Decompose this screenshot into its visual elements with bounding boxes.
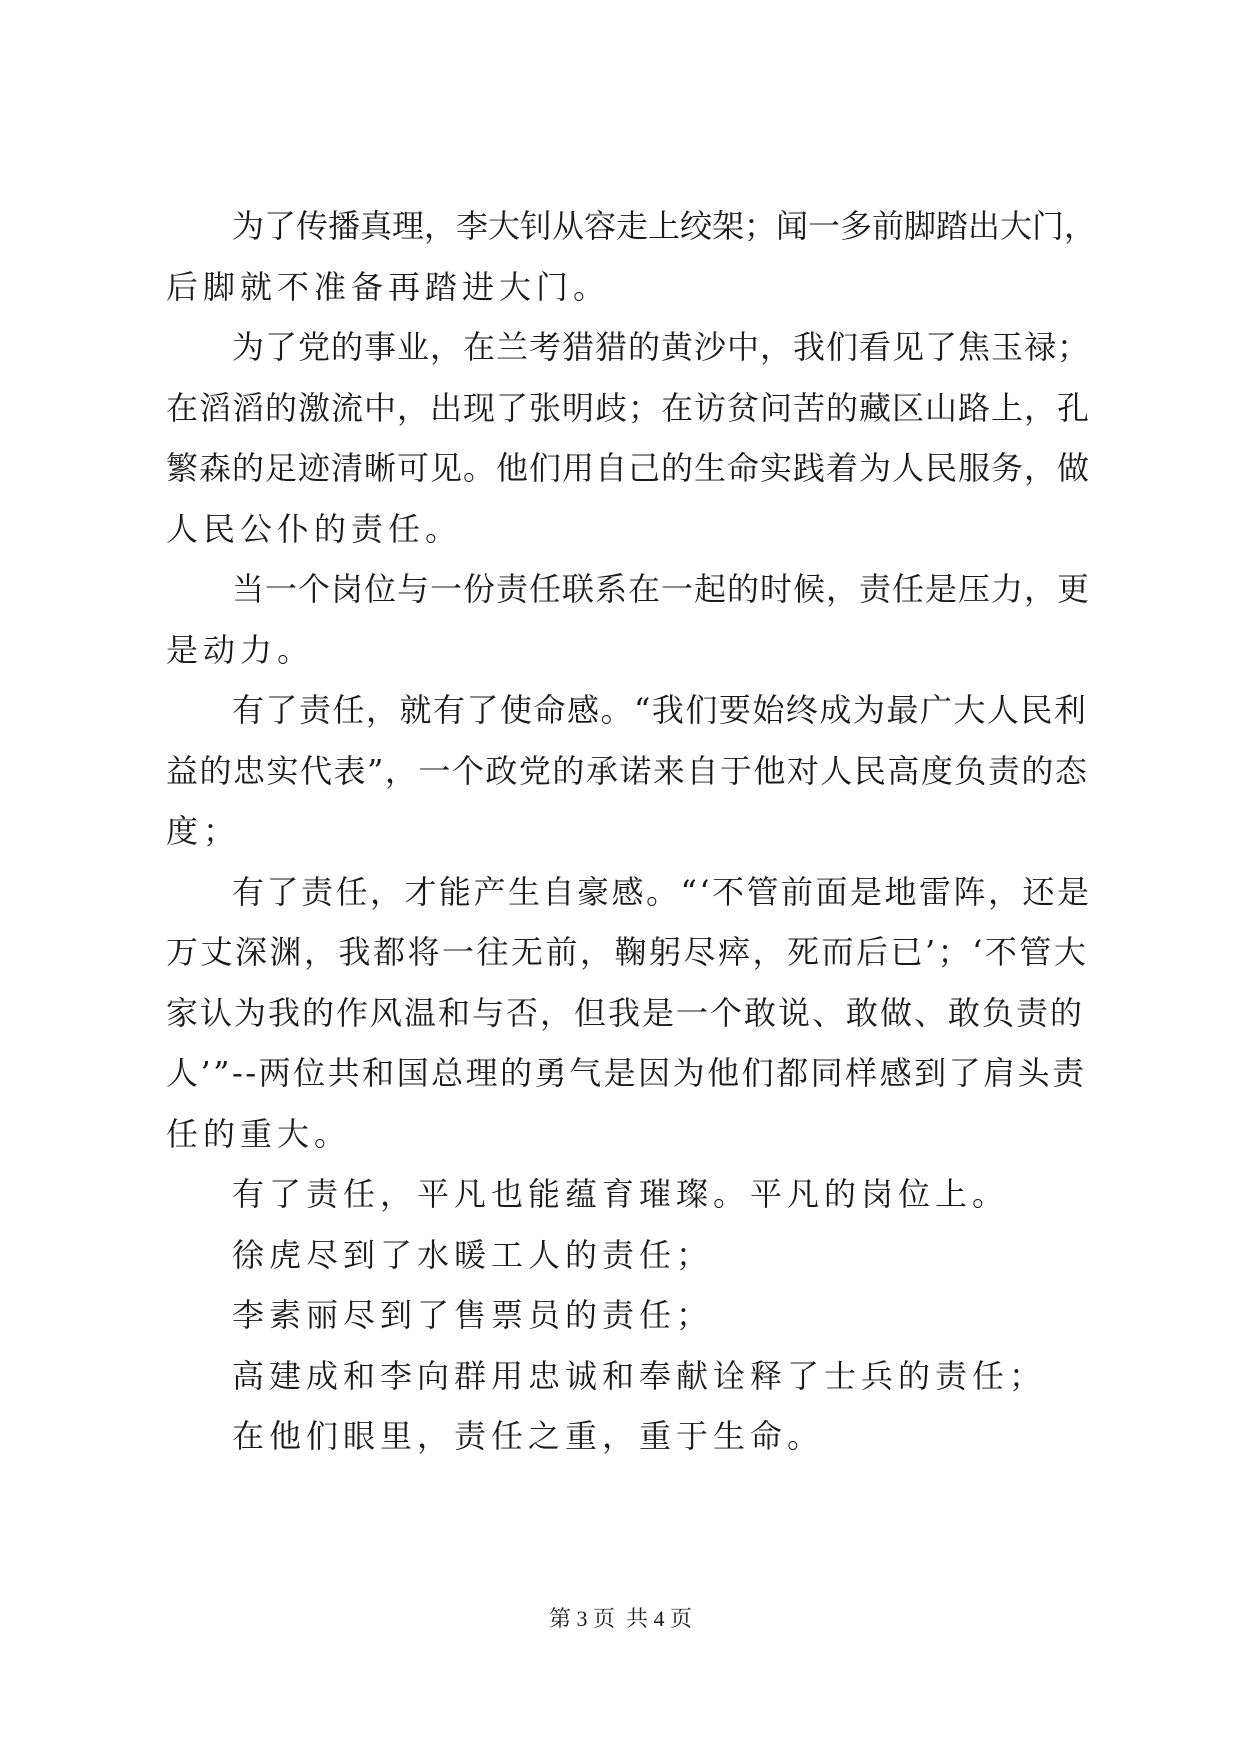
text-line: 为了党的事业，在兰考猎猎的黄沙中，我们看见了焦玉禄； [232, 328, 1091, 366]
text-line: 高建成和李向群用忠诚和奉献诠释了士兵的责任； [232, 1356, 1047, 1395]
text-line: 任的重大。 [166, 1114, 352, 1153]
text-line: 繁森的足迹清晰可见。他们用自己的生命实践着为人民服务，做 [166, 449, 1091, 487]
page-number: 第 3 页 共 4 页 [548, 1606, 692, 1631]
text-line: 有了责任，才能产生自豪感。“‘不管前面是地雷阵，还是 [232, 872, 1092, 911]
body-text [166, 196, 1096, 1467]
text-line: 后脚就不准备再踏进大门。 [166, 267, 611, 306]
text-line: 家认为我的作风温和与否，但我是一个敢说、敢做、敢负责的 [166, 993, 1085, 1032]
text-line: 度； [166, 812, 241, 850]
text-line: 在他们眼里，责任之重，重于生命。 [232, 1417, 825, 1455]
text-line: 为了传播真理，李大钊从容走上绞架；闻一多前脚踏出大门， [232, 207, 1097, 245]
text-line: 万丈深渊，我都将一往无前，鞠躬尽瘁，死而后已’；‘不管大 [166, 933, 1089, 971]
text-line: 有了责任，平凡也能蕴育璀璨。平凡的岗位上。 [232, 1175, 1010, 1213]
text-line: 徐虎尽到了水暖工人的责任； [232, 1235, 714, 1274]
text-line: 在滔滔的激流中，出现了张明歧；在访贫问苦的藏区山路上，孔 [166, 388, 1091, 427]
page-footer [0, 1604, 1241, 1634]
text-line: 有了责任，就有了使命感。“我们要始终成为最广大人民利 [232, 691, 1088, 729]
text-line: 人民公仆的责任。 [166, 509, 463, 548]
text-line: 李素丽尽到了售票员的责任； [232, 1296, 714, 1334]
text-line: 是动力。 [166, 630, 315, 669]
text-line: 人’”--两位共和国总理的勇气是因为他们都同样感到了肩头责 [166, 1054, 1087, 1092]
text-line: 益的忠实代表”，一个政党的承诺来自于他对人民高度负责的态 [166, 751, 1089, 790]
text-line: 当一个岗位与一份责任联系在一起的时候，责任是压力，更 [232, 570, 1091, 608]
